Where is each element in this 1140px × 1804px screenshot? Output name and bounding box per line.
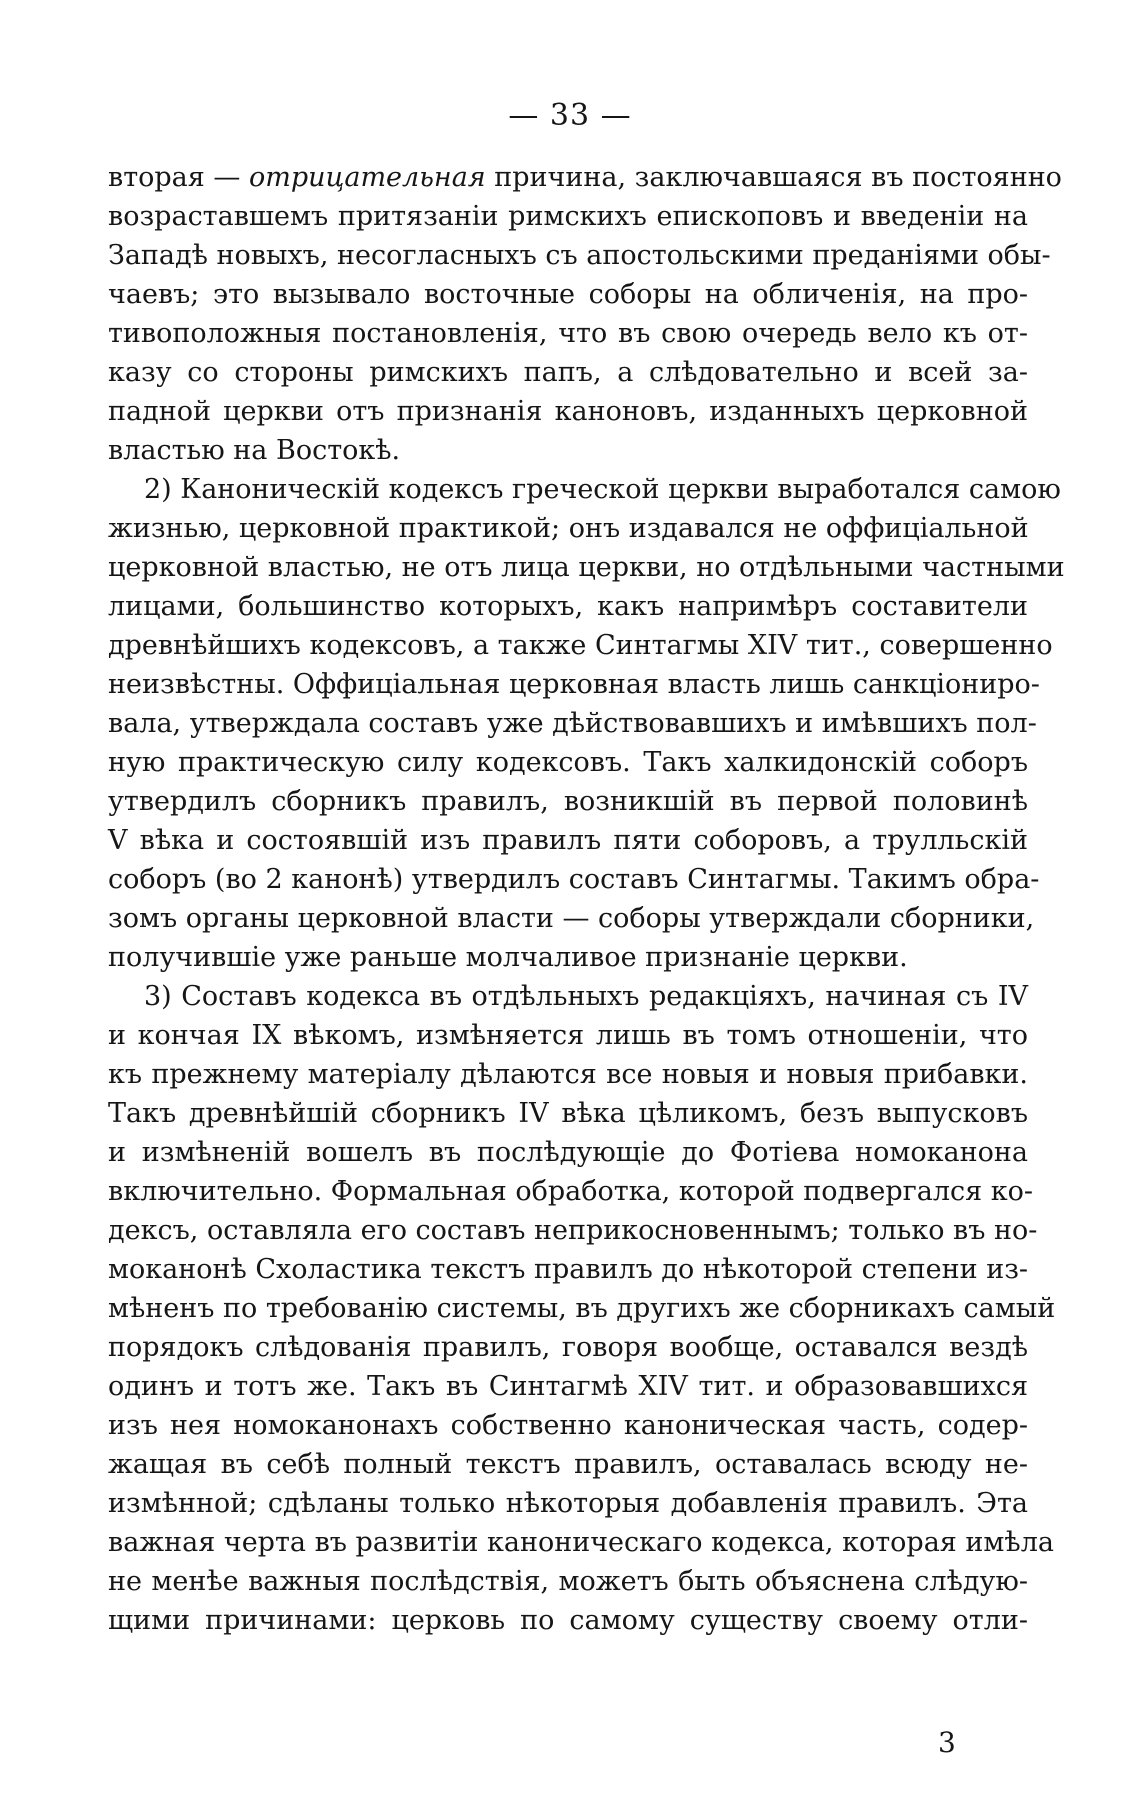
text-line: и измѣненій вошелъ въ послѣдующіе до Фотіева номоканона bbox=[108, 1137, 1028, 1168]
text-line: не менѣе важныя послѣдствія, можетъ быть объяснена слѣдую- bbox=[108, 1566, 1028, 1597]
text-fragment: причина, заключавшаяся въ постоянно bbox=[494, 162, 1062, 193]
text-line: изъ нея номоканонахъ собственно каноническая часть, содер- bbox=[108, 1410, 1028, 1441]
text-line: 2) Каноническій кодексъ греческой церкви выработался самою bbox=[144, 474, 1061, 505]
text-line: Западѣ новыхъ, несогласныхъ съ апостольскими преданіями обы- bbox=[108, 240, 1051, 271]
text-line: 3) Составъ кодекса въ отдѣльныхъ редакціяхъ, начиная съ IV bbox=[144, 981, 1028, 1012]
text-line: измѣнной; сдѣланы только нѣкоторыя добавленія правилъ. Эта bbox=[108, 1488, 1028, 1519]
text-line: падной церкви отъ признанія каноновъ, изданныхъ церковной bbox=[108, 396, 1028, 427]
text-line: церковной властью, не отъ лица церкви, но отдѣльными частными bbox=[108, 552, 1065, 583]
text-line: чаевъ; это вызывало восточные соборы на обличенія, на про- bbox=[108, 279, 1028, 310]
text-line: возраставшемъ притязаніи римскихъ епископовъ и введеніи на bbox=[108, 201, 1028, 232]
text-line: жизнью, церковной практикой; онъ издавался не оффиціальной bbox=[108, 513, 1029, 544]
text-line: Такъ древнѣйшій сборникъ IV вѣка цѣликомъ, безъ выпусковъ bbox=[108, 1098, 1028, 1129]
italic-term: отрицательная bbox=[248, 162, 486, 193]
text-line: порядокъ слѣдованія правилъ, говоря вообще, оставался вездѣ bbox=[108, 1332, 1028, 1363]
text-line: утвердилъ сборникъ правилъ, возникшій въ первой половинѣ bbox=[108, 786, 1028, 817]
text-line: жащая въ себѣ полный текстъ правилъ, оставалась всюду не- bbox=[108, 1449, 1028, 1480]
text-line: древнѣйшихъ кодексовъ, а также Синтагмы XIV тит., совершенно bbox=[108, 630, 1053, 661]
text-line: вала, утверждала составъ уже дѣйствовавшихъ и имѣвшихъ пол- bbox=[108, 708, 1037, 739]
text-line: зомъ органы церковной власти — соборы утверждали сборники, bbox=[108, 903, 1035, 934]
text-line: мѣненъ по требованію системы, въ другихъ же сборникахъ самый bbox=[108, 1293, 1056, 1324]
text-line: одинъ и тотъ же. Такъ въ Синтагмѣ XIV тит. и образовавшихся bbox=[108, 1371, 1028, 1402]
text-line bbox=[108, 158, 1062, 197]
text-line: получившіе уже раньше молчаливое признаніе церкви. bbox=[108, 942, 908, 973]
text-fragment: вторая — bbox=[108, 162, 241, 193]
page-number: — 33 — bbox=[508, 98, 632, 133]
text-line: включительно. Формальная обработка, которой подвергался ко- bbox=[108, 1176, 1034, 1207]
text-line: моканонѣ Схоластика текстъ правилъ до нѣкоторой степени из- bbox=[108, 1254, 1029, 1285]
text-line: важная черта въ развитіи каноническаго кодекса, которая имѣла bbox=[108, 1527, 1054, 1558]
text-line: дексъ, оставляла его составъ неприкосновеннымъ; только въ но- bbox=[108, 1215, 1038, 1246]
text-line: и кончая IX вѣкомъ, измѣняется лишь въ томъ отношеніи, что bbox=[108, 1020, 1028, 1051]
text-line: властью на Востокѣ. bbox=[108, 435, 401, 466]
text-line: казу со стороны римскихъ папъ, а слѣдовательно и всей за- bbox=[108, 357, 1028, 388]
text-line: щими причинами: церковь по самому существу своему отли- bbox=[108, 1605, 1028, 1636]
text-line: къ прежнему матеріалу дѣлаются все новыя и новыя прибавки. bbox=[108, 1059, 1028, 1090]
text-line: V вѣка и состоявшій изъ правилъ пяти соборовъ, а трулльскій bbox=[108, 825, 1028, 856]
text-line: тивоположныя постановленія, что въ свою очередь вело къ от- bbox=[108, 318, 1028, 349]
printer-signature-mark: 3 bbox=[938, 1726, 956, 1759]
text-line: лицами, большинство которыхъ, какъ напримѣръ составители bbox=[108, 591, 1028, 622]
text-line: ную практическую силу кодексовъ. Такъ халкидонскій соборъ bbox=[108, 747, 1028, 778]
text-line: неизвѣстны. Оффиціальная церковная власть лишь санкціониро- bbox=[108, 669, 1040, 700]
text-line: соборъ (во 2 канонѣ) утвердилъ составъ Синтагмы. Такимъ обра- bbox=[108, 864, 1040, 895]
body-text bbox=[108, 158, 1065, 1640]
